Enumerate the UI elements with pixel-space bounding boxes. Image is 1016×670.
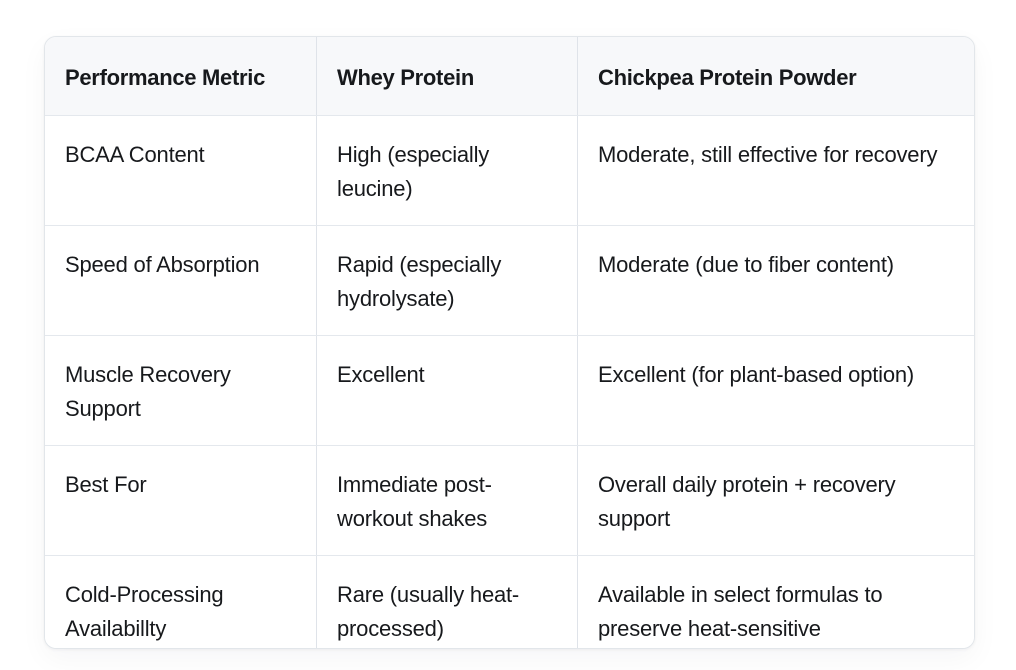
metric-cell: Muscle Recovery Support bbox=[65, 362, 231, 421]
column-header-whey-protein: Whey Protein bbox=[316, 37, 577, 115]
column-header-chickpea-protein: Chickpea Protein Powder bbox=[577, 37, 975, 115]
whey-value-cell: High (especially leucine) bbox=[316, 116, 577, 225]
table-row bbox=[45, 115, 974, 225]
whey-value-cell: Immediate post-workout shakes bbox=[316, 446, 577, 555]
chickpea-value-cell: Available in select formulas to preserve heat-sensitive bbox=[577, 556, 975, 649]
chickpea-value-cell: Moderate, still effective for recovery bbox=[577, 116, 975, 225]
table-header-row bbox=[45, 37, 974, 115]
table-row bbox=[45, 555, 974, 649]
whey-value-cell: Rare (usually heat-processed) bbox=[316, 556, 577, 649]
column-header-performance-metric: Performance Metric bbox=[65, 65, 266, 90]
table-row bbox=[45, 445, 974, 555]
table-row bbox=[45, 335, 974, 445]
metric-cell: Cold-Processing Availabillty bbox=[65, 582, 224, 641]
metric-cell: Speed of Absorption bbox=[65, 252, 260, 277]
chickpea-value-cell: Moderate (due to fiber content) bbox=[577, 226, 975, 335]
whey-value-cell: Excellent bbox=[316, 336, 577, 445]
metric-cell: BCAA Content bbox=[65, 142, 205, 167]
whey-value-cell: Rapid (especially hydrolysate) bbox=[316, 226, 577, 335]
chickpea-value-cell: Excellent (for plant-based option) bbox=[577, 336, 975, 445]
table-row bbox=[45, 225, 974, 335]
comparison-table-card bbox=[44, 36, 975, 649]
chickpea-value-cell: Overall daily protein + recovery support bbox=[577, 446, 975, 555]
metric-cell: Best For bbox=[65, 472, 147, 497]
